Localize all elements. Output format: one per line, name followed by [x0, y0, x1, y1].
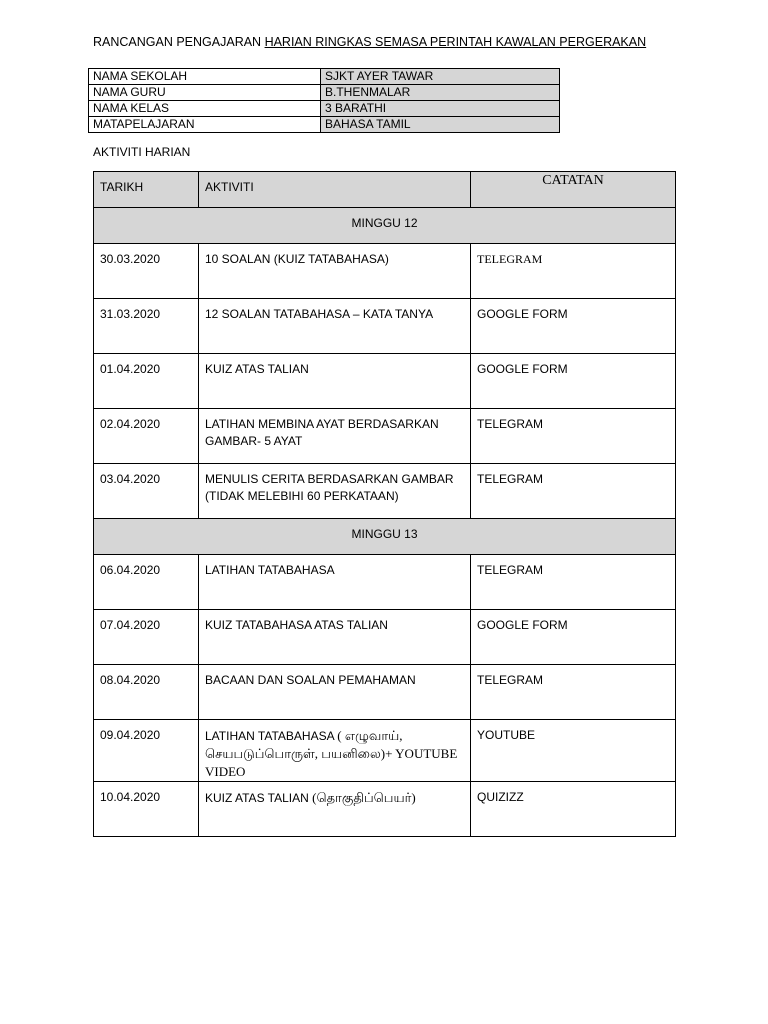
table-row [94, 555, 676, 610]
info-label: NAMA KELAS [89, 101, 321, 117]
activity-tamil-text: ( எழுவாய், செயபடுப்பொருள், பயனிலை)+ YOUTUBE VIDEO [205, 728, 458, 779]
document-title [93, 35, 646, 49]
header-catatan: CATATAN [471, 172, 676, 208]
table-row [94, 409, 676, 464]
note-cell: GOOGLE FORM [471, 354, 676, 409]
info-value: BAHASA TAMIL [321, 117, 560, 133]
table-row [94, 720, 676, 782]
section-heading: AKTIVITI HARIAN [93, 145, 191, 159]
activity-cell: KUIZ TATABAHASA ATAS TALIAN [199, 610, 471, 665]
week-row [94, 519, 676, 555]
info-value: B.THENMALAR [321, 85, 560, 101]
activity-tamil-text: (தொகுதிப்பெயர்) [312, 790, 416, 805]
info-row [89, 69, 560, 85]
activity-cell: KUIZ ATAS TALIAN [199, 354, 471, 409]
info-row [89, 101, 560, 117]
title-part2-underlined: HARIAN RINGKAS SEMASA PERINTAH KAWALAN PERGERAKAN [264, 35, 647, 49]
activity-table [93, 171, 676, 837]
info-value: SJKT AYER TAWAR [321, 69, 560, 85]
activity-cell: MENULIS CERITA BERDASARKAN GAMBAR (TIDAK MELEBIHI 60 PERKATAAN) [199, 464, 471, 519]
header-aktiviti: AKTIVITI [199, 172, 471, 208]
note-cell: TELEGRAM [471, 464, 676, 519]
note-cell: GOOGLE FORM [471, 610, 676, 665]
date-cell: 03.04.2020 [94, 464, 199, 519]
info-label: NAMA GURU [89, 85, 321, 101]
activity-cell: 12 SOALAN TATABAHASA – KATA TANYA [199, 299, 471, 354]
note-cell: TELEGRAM [471, 665, 676, 720]
date-cell: 07.04.2020 [94, 610, 199, 665]
info-label: MATAPELAJARAN [89, 117, 321, 133]
date-cell: 01.04.2020 [94, 354, 199, 409]
activity-cell [199, 720, 471, 782]
table-row [94, 354, 676, 409]
info-table [88, 68, 560, 133]
activity-text: KUIZ ATAS TALIAN [205, 791, 313, 805]
info-value: 3 BARATHI [321, 101, 560, 117]
info-row [89, 117, 560, 133]
info-row [89, 85, 560, 101]
date-cell: 10.04.2020 [94, 782, 199, 837]
note-cell: YOUTUBE [471, 720, 676, 782]
activity-cell: LATIHAN TATABAHASA [199, 555, 471, 610]
note-cell: GOOGLE FORM [471, 299, 676, 354]
activity-text: LATIHAN TATABAHASA [205, 729, 338, 743]
date-cell: 09.04.2020 [94, 720, 199, 782]
date-cell: 06.04.2020 [94, 555, 199, 610]
activity-cell: 10 SOALAN (KUIZ TATABAHASA) [199, 244, 471, 299]
table-header-row [94, 172, 676, 208]
info-label: NAMA SEKOLAH [89, 69, 321, 85]
activity-cell: LATIHAN MEMBINA AYAT BERDASARKAN GAMBAR- 5 AYAT [199, 409, 471, 464]
date-cell: 30.03.2020 [94, 244, 199, 299]
table-row [94, 610, 676, 665]
table-row [94, 464, 676, 519]
header-tarikh: TARIKH [94, 172, 199, 208]
table-row [94, 244, 676, 299]
title-part1: RANCANGAN PENGAJARAN [93, 35, 265, 49]
activity-cell [199, 782, 471, 837]
week-label: MINGGU 12 [94, 208, 676, 244]
date-cell: 31.03.2020 [94, 299, 199, 354]
note-cell: TELEGRAM [471, 409, 676, 464]
date-cell: 02.04.2020 [94, 409, 199, 464]
date-cell: 08.04.2020 [94, 665, 199, 720]
activity-cell: BACAAN DAN SOALAN PEMAHAMAN [199, 665, 471, 720]
table-row [94, 299, 676, 354]
table-row [94, 782, 676, 837]
note-cell: TELEGRAM [471, 244, 676, 299]
week-label: MINGGU 13 [94, 519, 676, 555]
note-cell: TELEGRAM [471, 555, 676, 610]
week-row [94, 208, 676, 244]
table-row [94, 665, 676, 720]
note-cell: QUIZIZZ [471, 782, 676, 837]
